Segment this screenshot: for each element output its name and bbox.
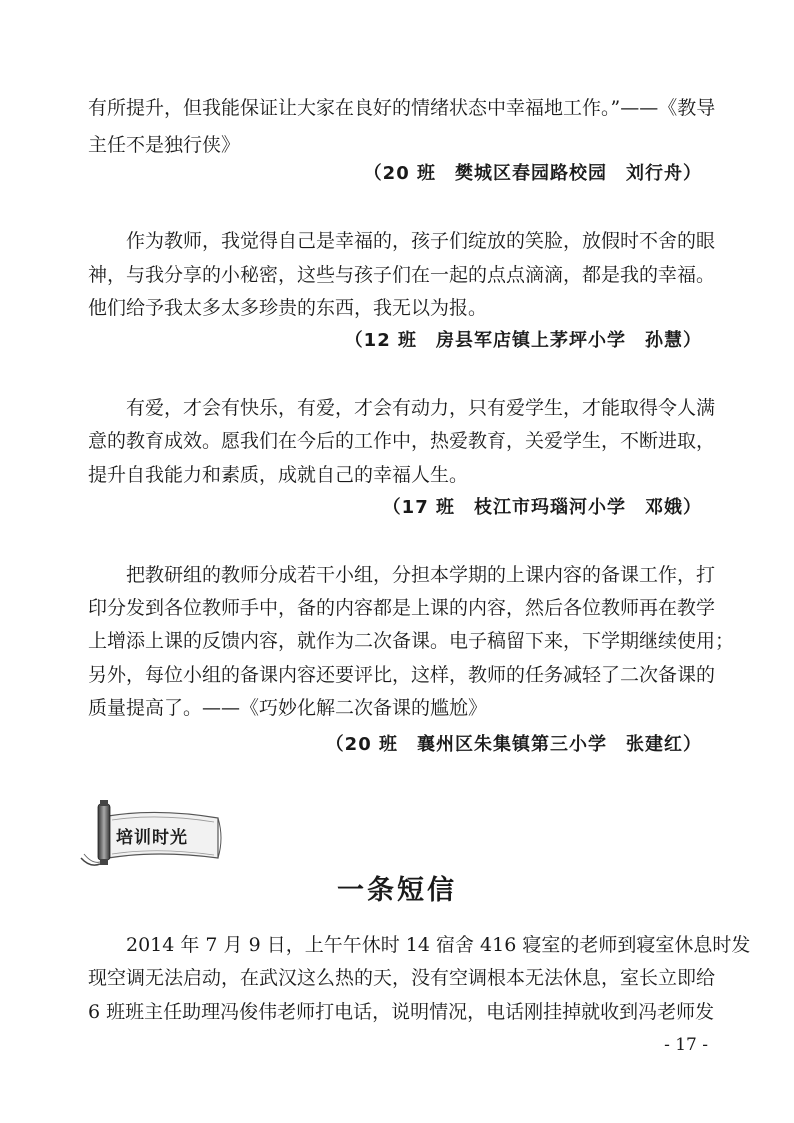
paragraph-line: 2014 年 7 月 9 日，上午午休时 14 宿舍 416 寝室的老师到寝室休息时发 [126, 934, 751, 956]
paragraph-line: 有所提升，但我能保证让大家在良好的情绪状态中幸福地工作。”——《教导 [88, 97, 716, 119]
paragraph-line: 上增添上课的反馈内容，就作为二次备课。电子稿留下来，下学期继续使用； [88, 630, 735, 652]
attribution: （12 班 房县军店镇上茅坪小学 孙慧） [344, 330, 702, 351]
section-banner-label: 培训时光 [116, 828, 188, 848]
paragraph-line: 他们给予我太多太多珍贵的东西，我无以为报。 [88, 297, 488, 319]
paragraph-line: 神，与我分享的小秘密，这些与孩子们在一起的点点滴滴，都是我的幸福。 [88, 264, 716, 286]
paragraph-line: 6 班班主任助理冯俊伟老师打电话，说明情况，电话刚挂掉就收到冯老师发 [88, 1001, 715, 1023]
paragraph-line: 质量提高了。——《巧妙化解二次备课的尴尬》 [88, 697, 488, 719]
paragraph-line: 现空调无法启动，在武汉这么热的天，没有空调根本无法休息，室长立即给 [88, 967, 716, 989]
paragraph-line: 有爱，才会有快乐，有爱，才会有动力，只有爱学生，才能取得令人满 [126, 397, 716, 419]
paragraph-line: 提升自我能力和素质，成就自己的幸福人生。 [88, 464, 469, 486]
paragraph-line: 意的教育成效。愿我们在今后的工作中，热爱教育，关爱学生，不断进取， [88, 430, 716, 452]
attribution: （20 班 襄州区朱集镇第三小学 张建红） [325, 734, 702, 755]
paragraph-line: 作为教师，我觉得自己是幸福的，孩子们绽放的笑脸，放假时不舍的眼 [126, 230, 716, 252]
paragraph-line: 把教研组的教师分成若干小组，分担本学期的上课内容的备课工作，打 [126, 564, 716, 586]
attribution: （17 班 枝江市玛瑙河小学 邓娥） [382, 497, 702, 518]
paragraph-line: 主任不是独行侠》 [88, 134, 241, 156]
paragraph-line: 印分发到各位教师手中，备的内容都是上课的内容，然后各位教师再在教学 [88, 597, 716, 619]
paragraph-line: 另外，每位小组的备课内容还要评比，这样，教师的任务减轻了二次备课的 [88, 664, 716, 686]
article-title: 一条短信 [337, 875, 457, 906]
page-number: - 17 - [664, 1035, 708, 1055]
attribution: （20 班 樊城区春园路校园 刘行舟） [363, 163, 702, 184]
